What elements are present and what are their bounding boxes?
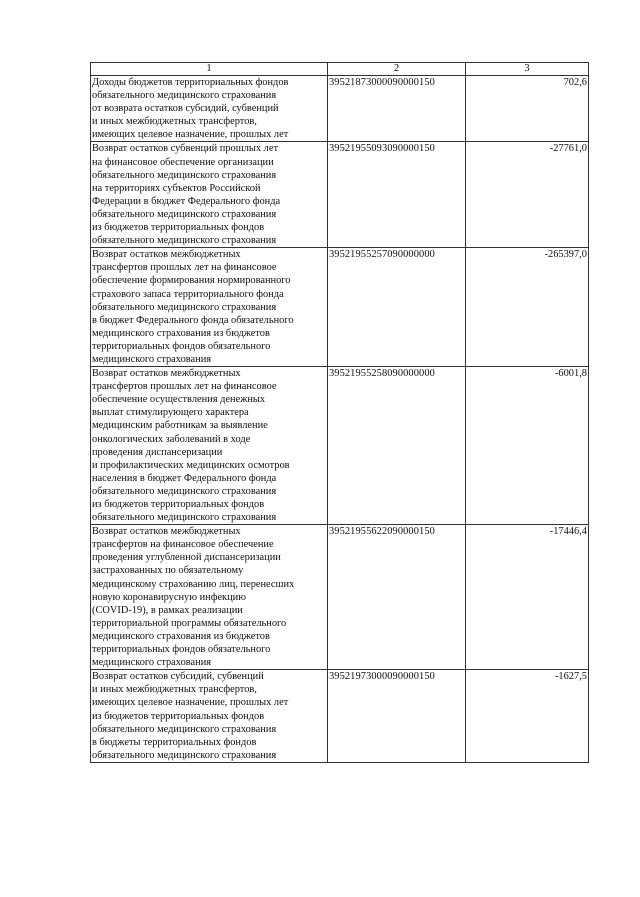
table-row (91, 670, 589, 763)
row-description: Возврат остатков субсидий, субвенций и иных межбюджетных трансфертов, имеющих целевое назначение, прошлых лет из бюджетов территориальных фондов обязательного медицинского страхования в бюджеты территориальных фондов обязательного медицинского страхования (91, 670, 328, 763)
row-description: Возврат остатков межбюджетных трансфертов на финансовое обеспечение проведения углубленной диспансеризации застрахованных по обязательному медицинскому страхованию лиц, перенесших новую коронавирусную инфекцию (COVID-19), в рамках реализации территориальной программы обязательного медицинского страхования из бюджетов территориальных фондов обязательного медицинского страхования (91, 525, 328, 670)
column-header-2: 2 (328, 63, 466, 76)
table-row (91, 248, 589, 367)
row-description: Доходы бюджетов территориальных фондов обязательного медицинского страхования от возврата остатков субсидий, субвенций и иных межбюджетных трансфертов, имеющих целевое назначение, прошлых лет (91, 76, 328, 142)
table-row (91, 525, 589, 670)
row-amount: -6001,8 (466, 367, 589, 525)
row-amount: 702,6 (466, 76, 589, 142)
row-code: 39521955257090000000 (328, 248, 466, 367)
table-row (91, 142, 589, 248)
row-amount: -17446,4 (466, 525, 589, 670)
row-amount: -265397,0 (466, 248, 589, 367)
row-amount: -1627,5 (466, 670, 589, 763)
column-header-3: 3 (466, 63, 589, 76)
row-amount: -27761,0 (466, 142, 589, 248)
row-description: Возврат остатков субвенций прошлых лет на финансовое обеспечение организации обязательного медицинского страхования на территориях субъектов Российской Федерации в бюджет Федерального фонда обязательного медицинского страхования из бюджетов территориальных фондов обязательного медицинского страхования (91, 142, 328, 248)
row-description: Возврат остатков межбюджетных трансфертов прошлых лет на финансовое обеспечение формирования нормированного страхового запаса территориального фонда обязательного медицинского страхования в бюджет Федерального фонда обязательного медицинского страхования из бюджетов территориальных фондов обязательного медицинского страхования (91, 248, 328, 367)
row-code: 39521955622090000150 (328, 525, 466, 670)
row-code: 39521973000090000150 (328, 670, 466, 763)
budget-table (90, 62, 589, 763)
row-description: Возврат остатков межбюджетных трансфертов прошлых лет на финансовое обеспечение осуществления денежных выплат стимулирующего характера медицинским работникам за выявление онкологических заболеваний в ходе проведения диспансеризации и профилактических медицинских осмотров населения в бюджет Федерального фонда обязательного медицинского страхования из бюджетов территориальных фондов обязательного медицинского страхования (91, 367, 328, 525)
row-code: 39521873000090000150 (328, 76, 466, 142)
row-code: 39521955258090000000 (328, 367, 466, 525)
table-row (91, 76, 589, 142)
column-header-1: 1 (91, 63, 328, 76)
row-code: 39521955093090000150 (328, 142, 466, 248)
table-row (91, 367, 589, 525)
table-header-row (91, 63, 589, 76)
